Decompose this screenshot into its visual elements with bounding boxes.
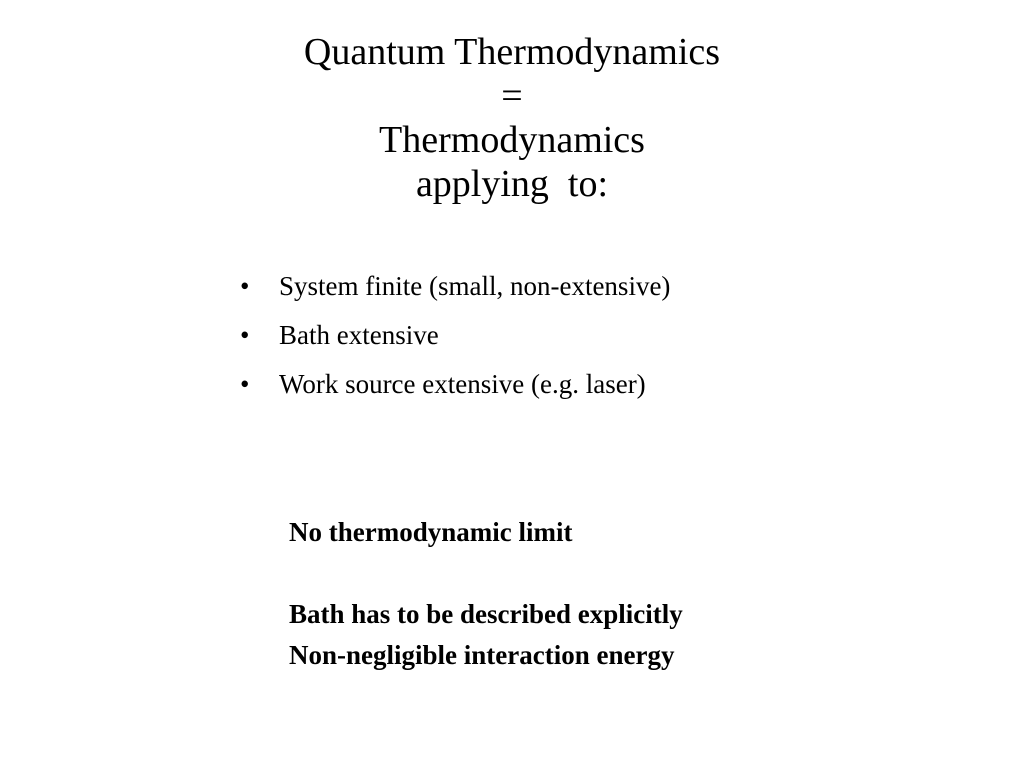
note-line: Bath has to be described explicitly bbox=[289, 599, 683, 629]
notes-block bbox=[289, 516, 683, 671]
bullet-item bbox=[240, 270, 670, 302]
title-line-2: = bbox=[501, 75, 523, 117]
bullet-list bbox=[240, 270, 670, 417]
title-line-3: Thermodynamics bbox=[379, 119, 645, 161]
note-spacer bbox=[289, 548, 683, 598]
bullet-item bbox=[240, 319, 670, 351]
bullet-text: System finite (small, non-extensive) bbox=[279, 271, 671, 301]
title-line-1: Quantum Thermodynamics bbox=[303, 31, 721, 73]
note-line: No thermodynamic limit bbox=[289, 517, 573, 547]
bullet-item bbox=[240, 368, 670, 400]
bullet-icon: • bbox=[240, 369, 250, 399]
title-line-4: applying to: bbox=[415, 163, 609, 205]
bullet-text: Bath extensive bbox=[279, 320, 439, 350]
bullet-icon: • bbox=[240, 271, 250, 301]
slide-title bbox=[0, 30, 1024, 206]
bullet-icon: • bbox=[240, 320, 250, 350]
bullet-text: Work source extensive (e.g. laser) bbox=[279, 369, 646, 399]
note-line: Non-negligible interaction energy bbox=[289, 640, 675, 670]
